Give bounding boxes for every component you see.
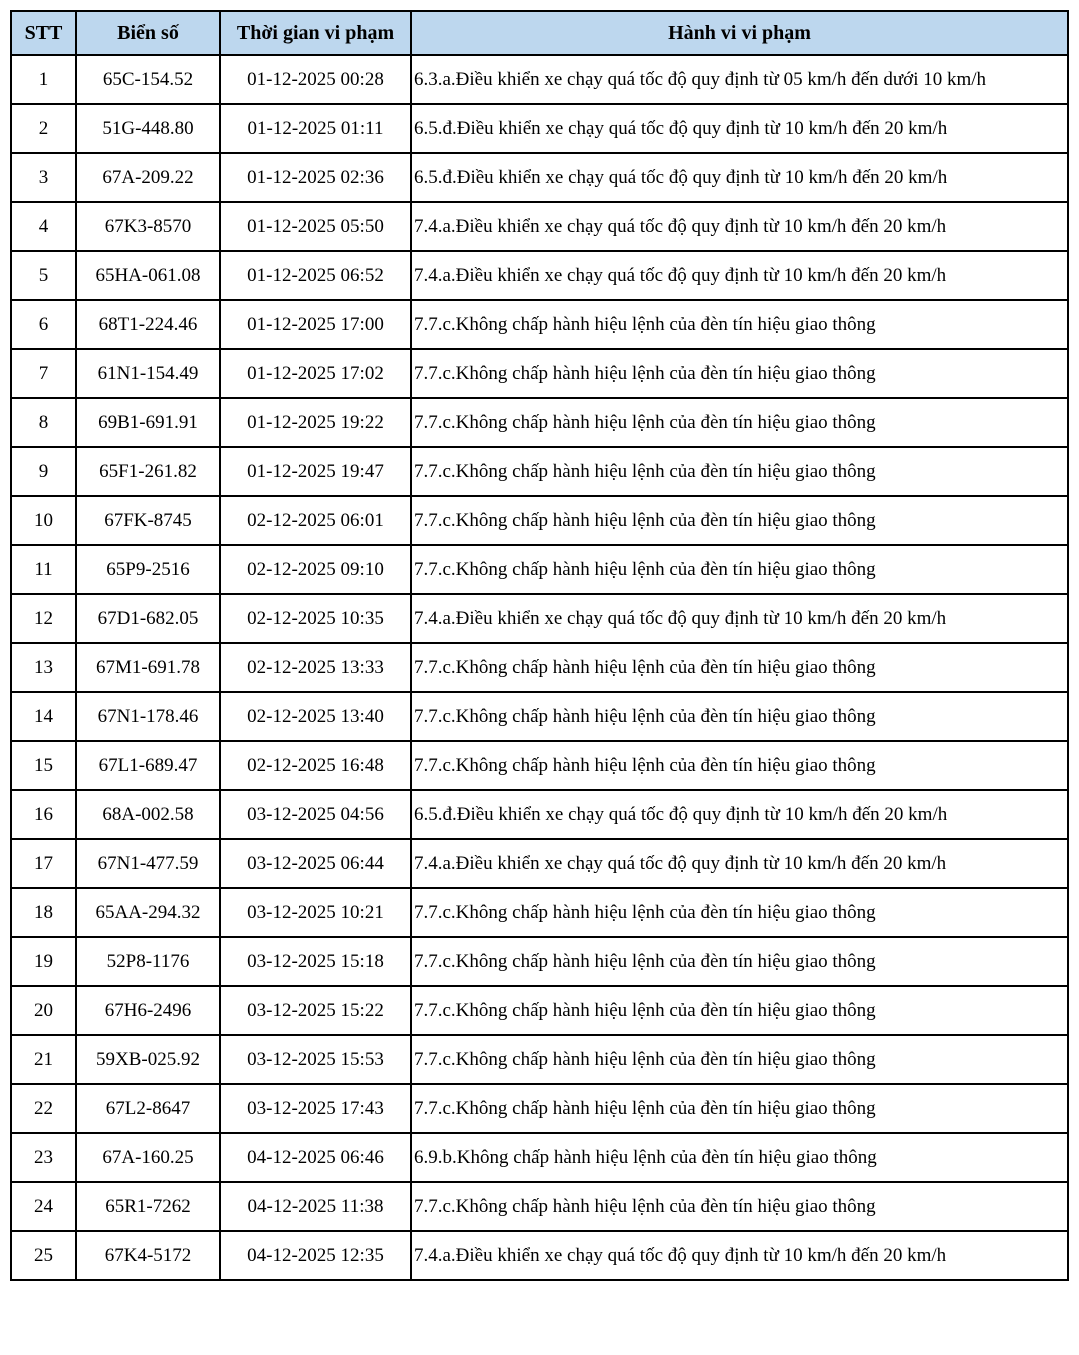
table-row xyxy=(11,594,1068,643)
cell-stt: 24 xyxy=(11,1182,76,1231)
cell-plate: 65F1-261.82 xyxy=(76,447,220,496)
cell-time: 02-12-2025 10:35 xyxy=(220,594,411,643)
cell-violation: 7.7.c.Không chấp hành hiệu lệnh của đèn tín hiệu giao thông xyxy=(411,398,1068,447)
violations-table-body xyxy=(11,55,1068,1280)
cell-time: 01-12-2025 01:11 xyxy=(220,104,411,153)
cell-time: 03-12-2025 04:56 xyxy=(220,790,411,839)
cell-time: 04-12-2025 12:35 xyxy=(220,1231,411,1280)
cell-violation: 7.7.c.Không chấp hành hiệu lệnh của đèn tín hiệu giao thông xyxy=(411,496,1068,545)
cell-plate: 67N1-178.46 xyxy=(76,692,220,741)
cell-plate: 61N1-154.49 xyxy=(76,349,220,398)
table-row xyxy=(11,153,1068,202)
header-violation: Hành vi vi phạm xyxy=(411,11,1068,55)
cell-stt: 12 xyxy=(11,594,76,643)
cell-plate: 67FK-8745 xyxy=(76,496,220,545)
cell-stt: 9 xyxy=(11,447,76,496)
cell-plate: 67N1-477.59 xyxy=(76,839,220,888)
cell-stt: 17 xyxy=(11,839,76,888)
cell-stt: 11 xyxy=(11,545,76,594)
cell-stt: 3 xyxy=(11,153,76,202)
cell-time: 01-12-2025 06:52 xyxy=(220,251,411,300)
table-row xyxy=(11,1133,1068,1182)
cell-violation: 7.7.c.Không chấp hành hiệu lệnh của đèn tín hiệu giao thông xyxy=(411,349,1068,398)
cell-stt: 15 xyxy=(11,741,76,790)
cell-violation: 7.7.c.Không chấp hành hiệu lệnh của đèn tín hiệu giao thông xyxy=(411,888,1068,937)
cell-violation: 6.9.b.Không chấp hành hiệu lệnh của đèn tín hiệu giao thông xyxy=(411,1133,1068,1182)
table-row xyxy=(11,202,1068,251)
table-row xyxy=(11,55,1068,104)
cell-time: 02-12-2025 09:10 xyxy=(220,545,411,594)
cell-plate: 67K4-5172 xyxy=(76,1231,220,1280)
table-row xyxy=(11,545,1068,594)
table-row xyxy=(11,349,1068,398)
cell-violation: 7.7.c.Không chấp hành hiệu lệnh của đèn tín hiệu giao thông xyxy=(411,1182,1068,1231)
cell-time: 04-12-2025 11:38 xyxy=(220,1182,411,1231)
cell-time: 01-12-2025 00:28 xyxy=(220,55,411,104)
cell-time: 03-12-2025 06:44 xyxy=(220,839,411,888)
table-row xyxy=(11,1231,1068,1280)
cell-plate: 59XB-025.92 xyxy=(76,1035,220,1084)
cell-violation: 6.3.a.Điều khiển xe chạy quá tốc độ quy định từ 05 km/h đến dưới 10 km/h xyxy=(411,55,1068,104)
cell-plate: 67A-209.22 xyxy=(76,153,220,202)
cell-violation: 7.4.a.Điều khiển xe chạy quá tốc độ quy định từ 10 km/h đến 20 km/h xyxy=(411,202,1068,251)
cell-stt: 2 xyxy=(11,104,76,153)
cell-time: 01-12-2025 17:02 xyxy=(220,349,411,398)
cell-violation: 7.7.c.Không chấp hành hiệu lệnh của đèn tín hiệu giao thông xyxy=(411,692,1068,741)
header-plate: Biển số xyxy=(76,11,220,55)
table-row xyxy=(11,447,1068,496)
cell-time: 01-12-2025 19:47 xyxy=(220,447,411,496)
header-time: Thời gian vi phạm xyxy=(220,11,411,55)
header-row xyxy=(11,11,1068,55)
cell-time: 02-12-2025 16:48 xyxy=(220,741,411,790)
table-row xyxy=(11,496,1068,545)
cell-time: 03-12-2025 15:22 xyxy=(220,986,411,1035)
cell-stt: 8 xyxy=(11,398,76,447)
cell-violation: 7.7.c.Không chấp hành hiệu lệnh của đèn tín hiệu giao thông xyxy=(411,1035,1068,1084)
cell-time: 03-12-2025 15:18 xyxy=(220,937,411,986)
cell-violation: 7.7.c.Không chấp hành hiệu lệnh của đèn tín hiệu giao thông xyxy=(411,545,1068,594)
cell-plate: 67L2-8647 xyxy=(76,1084,220,1133)
cell-plate: 69B1-691.91 xyxy=(76,398,220,447)
cell-stt: 1 xyxy=(11,55,76,104)
cell-violation: 6.5.đ.Điều khiển xe chạy quá tốc độ quy định từ 10 km/h đến 20 km/h xyxy=(411,153,1068,202)
cell-violation: 6.5.đ.Điều khiển xe chạy quá tốc độ quy định từ 10 km/h đến 20 km/h xyxy=(411,104,1068,153)
table-row xyxy=(11,741,1068,790)
cell-plate: 65C-154.52 xyxy=(76,55,220,104)
cell-time: 03-12-2025 10:21 xyxy=(220,888,411,937)
cell-stt: 25 xyxy=(11,1231,76,1280)
cell-stt: 13 xyxy=(11,643,76,692)
cell-stt: 5 xyxy=(11,251,76,300)
cell-plate: 67A-160.25 xyxy=(76,1133,220,1182)
table-row xyxy=(11,1182,1068,1231)
cell-plate: 67L1-689.47 xyxy=(76,741,220,790)
table-row xyxy=(11,937,1068,986)
table-row xyxy=(11,251,1068,300)
cell-stt: 21 xyxy=(11,1035,76,1084)
table-row xyxy=(11,104,1068,153)
table-row xyxy=(11,839,1068,888)
cell-stt: 16 xyxy=(11,790,76,839)
cell-violation: 7.4.a.Điều khiển xe chạy quá tốc độ quy định từ 10 km/h đến 20 km/h xyxy=(411,251,1068,300)
cell-time: 01-12-2025 02:36 xyxy=(220,153,411,202)
cell-stt: 20 xyxy=(11,986,76,1035)
table-row xyxy=(11,643,1068,692)
table-row xyxy=(11,1035,1068,1084)
cell-violation: 7.4.a.Điều khiển xe chạy quá tốc độ quy định từ 10 km/h đến 20 km/h xyxy=(411,594,1068,643)
cell-violation: 7.4.a.Điều khiển xe chạy quá tốc độ quy định từ 10 km/h đến 20 km/h xyxy=(411,1231,1068,1280)
cell-time: 03-12-2025 17:43 xyxy=(220,1084,411,1133)
cell-time: 03-12-2025 15:53 xyxy=(220,1035,411,1084)
cell-violation: 7.7.c.Không chấp hành hiệu lệnh của đèn tín hiệu giao thông xyxy=(411,300,1068,349)
cell-plate: 67D1-682.05 xyxy=(76,594,220,643)
table-row xyxy=(11,1084,1068,1133)
cell-violation: 7.7.c.Không chấp hành hiệu lệnh của đèn tín hiệu giao thông xyxy=(411,937,1068,986)
cell-time: 02-12-2025 06:01 xyxy=(220,496,411,545)
cell-plate: 68T1-224.46 xyxy=(76,300,220,349)
table-row xyxy=(11,692,1068,741)
table-row xyxy=(11,986,1068,1035)
cell-plate: 51G-448.80 xyxy=(76,104,220,153)
violations-table xyxy=(10,10,1069,1281)
cell-time: 01-12-2025 05:50 xyxy=(220,202,411,251)
cell-violation: 7.7.c.Không chấp hành hiệu lệnh của đèn tín hiệu giao thông xyxy=(411,447,1068,496)
table-row xyxy=(11,790,1068,839)
cell-time: 01-12-2025 17:00 xyxy=(220,300,411,349)
cell-violation: 7.7.c.Không chấp hành hiệu lệnh của đèn tín hiệu giao thông xyxy=(411,643,1068,692)
cell-plate: 67H6-2496 xyxy=(76,986,220,1035)
cell-violation: 7.7.c.Không chấp hành hiệu lệnh của đèn tín hiệu giao thông xyxy=(411,1084,1068,1133)
cell-plate: 67K3-8570 xyxy=(76,202,220,251)
cell-stt: 10 xyxy=(11,496,76,545)
cell-stt: 18 xyxy=(11,888,76,937)
cell-violation: 7.4.a.Điều khiển xe chạy quá tốc độ quy định từ 10 km/h đến 20 km/h xyxy=(411,839,1068,888)
cell-stt: 7 xyxy=(11,349,76,398)
cell-plate: 67M1-691.78 xyxy=(76,643,220,692)
cell-stt: 4 xyxy=(11,202,76,251)
cell-violation: 6.5.đ.Điều khiển xe chạy quá tốc độ quy định từ 10 km/h đến 20 km/h xyxy=(411,790,1068,839)
cell-time: 01-12-2025 19:22 xyxy=(220,398,411,447)
cell-violation: 7.7.c.Không chấp hành hiệu lệnh của đèn tín hiệu giao thông xyxy=(411,741,1068,790)
cell-stt: 14 xyxy=(11,692,76,741)
cell-time: 02-12-2025 13:40 xyxy=(220,692,411,741)
table-row xyxy=(11,398,1068,447)
cell-stt: 22 xyxy=(11,1084,76,1133)
cell-time: 04-12-2025 06:46 xyxy=(220,1133,411,1182)
cell-time: 02-12-2025 13:33 xyxy=(220,643,411,692)
table-header xyxy=(11,11,1068,55)
cell-stt: 6 xyxy=(11,300,76,349)
table-row xyxy=(11,888,1068,937)
cell-plate: 65HA-061.08 xyxy=(76,251,220,300)
header-stt: STT xyxy=(11,11,76,55)
table-row xyxy=(11,300,1068,349)
cell-stt: 19 xyxy=(11,937,76,986)
cell-plate: 52P8-1176 xyxy=(76,937,220,986)
cell-plate: 68A-002.58 xyxy=(76,790,220,839)
cell-plate: 65R1-7262 xyxy=(76,1182,220,1231)
cell-stt: 23 xyxy=(11,1133,76,1182)
cell-violation: 7.7.c.Không chấp hành hiệu lệnh của đèn tín hiệu giao thông xyxy=(411,986,1068,1035)
cell-plate: 65AA-294.32 xyxy=(76,888,220,937)
cell-plate: 65P9-2516 xyxy=(76,545,220,594)
